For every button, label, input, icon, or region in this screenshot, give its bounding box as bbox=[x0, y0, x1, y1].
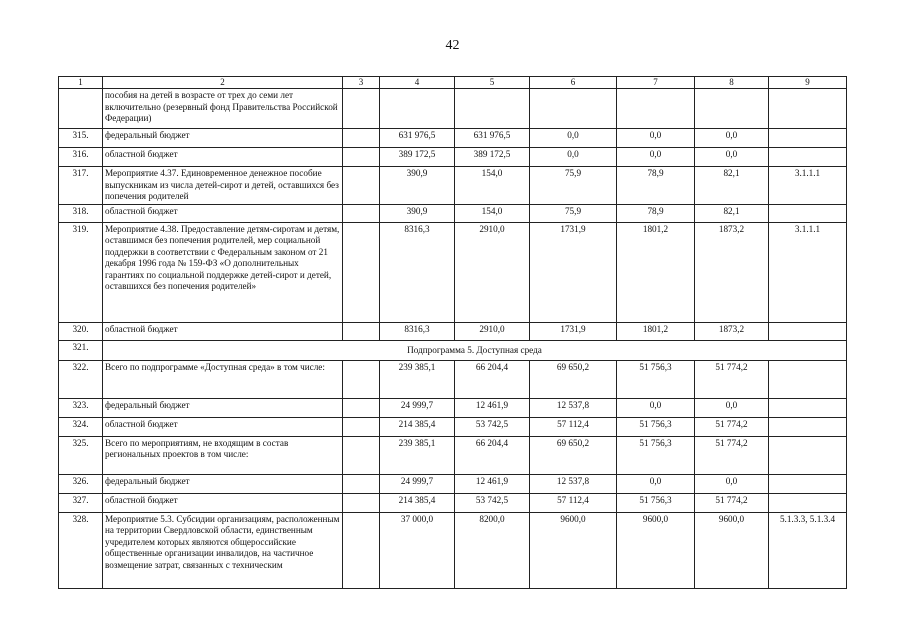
item-name: областной бюджет bbox=[103, 322, 343, 340]
column-header: 5 bbox=[455, 77, 530, 89]
col-9-target-ref bbox=[769, 398, 847, 417]
row-number: 323. bbox=[59, 398, 103, 417]
col-4-value: 8316,3 bbox=[380, 222, 455, 322]
row-number: 322. bbox=[59, 360, 103, 398]
column-header: 9 bbox=[769, 77, 847, 89]
col-9-target-ref bbox=[769, 322, 847, 340]
col-8-value: 82,1 bbox=[695, 204, 769, 222]
col-5-value: 66 204,4 bbox=[455, 360, 530, 398]
col-6-value: 1731,9 bbox=[530, 222, 617, 322]
col-6-value: 12 537,8 bbox=[530, 398, 617, 417]
table-row bbox=[59, 222, 847, 322]
item-name: Мероприятие 4.37. Единовременное денежное пособие выпускникам из числа детей-сирот и детей, оставшихся без попечения родителей bbox=[103, 167, 343, 205]
col-9-target-ref bbox=[769, 129, 847, 148]
col-9-target-ref bbox=[769, 360, 847, 398]
table-row bbox=[59, 148, 847, 167]
col-8-value: 51 774,2 bbox=[695, 436, 769, 474]
table-row bbox=[59, 129, 847, 148]
col-7-value bbox=[617, 89, 695, 129]
table-row bbox=[59, 322, 847, 340]
col-7-value: 51 756,3 bbox=[617, 360, 695, 398]
col-4-value: 390,9 bbox=[380, 204, 455, 222]
row-number: 320. bbox=[59, 322, 103, 340]
col-4-value: 239 385,1 bbox=[380, 436, 455, 474]
row-number: 327. bbox=[59, 493, 103, 512]
col-9-target-ref bbox=[769, 148, 847, 167]
subprogram-row bbox=[59, 340, 847, 360]
table-row bbox=[59, 398, 847, 417]
item-name: федеральный бюджет bbox=[103, 129, 343, 148]
col-9-target-ref bbox=[769, 493, 847, 512]
col-7-value: 0,0 bbox=[617, 129, 695, 148]
col-5-value: 631 976,5 bbox=[455, 129, 530, 148]
item-name: областной бюджет bbox=[103, 204, 343, 222]
col-9-target-ref bbox=[769, 436, 847, 474]
col-5-value: 53 742,5 bbox=[455, 417, 530, 436]
col-3-value bbox=[343, 398, 380, 417]
col-8-value: 9600,0 bbox=[695, 512, 769, 588]
col-4-value: 37 000,0 bbox=[380, 512, 455, 588]
col-6-value: 57 112,4 bbox=[530, 493, 617, 512]
col-5-value: 53 742,5 bbox=[455, 493, 530, 512]
row-number: 315. bbox=[59, 129, 103, 148]
col-5-value: 12 461,9 bbox=[455, 474, 530, 493]
col-7-value: 78,9 bbox=[617, 167, 695, 205]
row-number: 328. bbox=[59, 512, 103, 588]
col-8-value: 0,0 bbox=[695, 398, 769, 417]
col-6-value: 1731,9 bbox=[530, 322, 617, 340]
item-name: Мероприятие 5.3. Субсидии организациям, расположенным на территории Свердловской области, единственным учредителем которых являются общероссийские общественные организации инвалидов, на частичное возмещение затрат, связанных с техническим bbox=[103, 512, 343, 588]
col-7-value: 51 756,3 bbox=[617, 436, 695, 474]
table-row bbox=[59, 474, 847, 493]
col-8-value: 82,1 bbox=[695, 167, 769, 205]
col-4-value: 214 385,4 bbox=[380, 493, 455, 512]
col-5-value: 12 461,9 bbox=[455, 398, 530, 417]
col-4-value bbox=[380, 89, 455, 129]
col-7-value: 1801,2 bbox=[617, 222, 695, 322]
col-8-value bbox=[695, 89, 769, 129]
col-3-value bbox=[343, 417, 380, 436]
col-3-value bbox=[343, 322, 380, 340]
col-5-value: 2910,0 bbox=[455, 222, 530, 322]
col-5-value: 154,0 bbox=[455, 204, 530, 222]
col-3-value bbox=[343, 512, 380, 588]
row-number bbox=[59, 89, 103, 129]
col-4-value: 8316,3 bbox=[380, 322, 455, 340]
column-header: 6 bbox=[530, 77, 617, 89]
col-8-value: 1873,2 bbox=[695, 222, 769, 322]
col-8-value: 0,0 bbox=[695, 474, 769, 493]
col-4-value: 214 385,4 bbox=[380, 417, 455, 436]
table-row bbox=[59, 436, 847, 474]
table-row bbox=[59, 204, 847, 222]
col-4-value: 631 976,5 bbox=[380, 129, 455, 148]
col-9-target-ref bbox=[769, 474, 847, 493]
table-row bbox=[59, 360, 847, 398]
row-number: 321. bbox=[59, 340, 103, 360]
col-6-value: 75,9 bbox=[530, 167, 617, 205]
col-7-value: 0,0 bbox=[617, 474, 695, 493]
col-3-value bbox=[343, 493, 380, 512]
item-name: областной бюджет bbox=[103, 417, 343, 436]
col-3-value bbox=[343, 204, 380, 222]
col-6-value: 12 537,8 bbox=[530, 474, 617, 493]
col-9-target-ref: 5.1.3.3, 5.1.3.4 bbox=[769, 512, 847, 588]
col-3-value bbox=[343, 129, 380, 148]
row-number: 316. bbox=[59, 148, 103, 167]
col-3-value bbox=[343, 474, 380, 493]
table-row bbox=[59, 167, 847, 205]
col-6-value: 75,9 bbox=[530, 204, 617, 222]
col-5-value: 8200,0 bbox=[455, 512, 530, 588]
item-name: федеральный бюджет bbox=[103, 474, 343, 493]
col-7-value: 51 756,3 bbox=[617, 417, 695, 436]
budget-table bbox=[58, 76, 847, 589]
col-6-value: 69 650,2 bbox=[530, 360, 617, 398]
col-6-value: 0,0 bbox=[530, 129, 617, 148]
col-4-value: 389 172,5 bbox=[380, 148, 455, 167]
col-5-value bbox=[455, 89, 530, 129]
col-5-value: 66 204,4 bbox=[455, 436, 530, 474]
col-4-value: 390,9 bbox=[380, 167, 455, 205]
table-row bbox=[59, 512, 847, 588]
col-8-value: 51 774,2 bbox=[695, 360, 769, 398]
col-6-value: 69 650,2 bbox=[530, 436, 617, 474]
column-header: 2 bbox=[103, 77, 343, 89]
item-name: Всего по подпрограмме «Доступная среда» в том числе: bbox=[103, 360, 343, 398]
column-header: 7 bbox=[617, 77, 695, 89]
col-5-value: 389 172,5 bbox=[455, 148, 530, 167]
col-7-value: 9600,0 bbox=[617, 512, 695, 588]
row-number: 317. bbox=[59, 167, 103, 205]
col-9-target-ref bbox=[769, 204, 847, 222]
row-number: 325. bbox=[59, 436, 103, 474]
table-row bbox=[59, 417, 847, 436]
row-number: 326. bbox=[59, 474, 103, 493]
col-7-value: 78,9 bbox=[617, 204, 695, 222]
row-number: 324. bbox=[59, 417, 103, 436]
item-name: пособия на детей в возрасте от трех до семи лет включительно (резервный фонд Правительства Российской Федерации) bbox=[103, 89, 343, 129]
col-9-target-ref bbox=[769, 89, 847, 129]
column-header: 3 bbox=[343, 77, 380, 89]
item-name: областной бюджет bbox=[103, 148, 343, 167]
col-9-target-ref: 3.1.1.1 bbox=[769, 167, 847, 205]
column-header: 1 bbox=[59, 77, 103, 89]
column-header: 8 bbox=[695, 77, 769, 89]
col-3-value bbox=[343, 360, 380, 398]
col-5-value: 2910,0 bbox=[455, 322, 530, 340]
col-7-value: 51 756,3 bbox=[617, 493, 695, 512]
column-header: 4 bbox=[380, 77, 455, 89]
col-8-value: 1873,2 bbox=[695, 322, 769, 340]
col-4-value: 239 385,1 bbox=[380, 360, 455, 398]
col-3-value bbox=[343, 167, 380, 205]
column-number-header-row bbox=[59, 77, 847, 89]
col-3-value bbox=[343, 89, 380, 129]
col-6-value: 0,0 bbox=[530, 148, 617, 167]
table-row bbox=[59, 493, 847, 512]
row-number: 318. bbox=[59, 204, 103, 222]
item-name: Всего по мероприятиям, не входящим в состав региональных проектов в том числе: bbox=[103, 436, 343, 474]
col-4-value: 24 999,7 bbox=[380, 398, 455, 417]
item-name: областной бюджет bbox=[103, 493, 343, 512]
col-7-value: 0,0 bbox=[617, 398, 695, 417]
col-7-value: 1801,2 bbox=[617, 322, 695, 340]
item-name: Мероприятие 4.38. Предоставление детям-сиротам и детям, оставшимся без попечения родителей, мер социальной поддержки в соответствии с Федеральным законом от 21 декабря 1996 года № 159-ФЗ «О дополнительных гарантиях по социальной поддержке детей-сирот и детей, оставшихся без попечения родителей» bbox=[103, 222, 343, 322]
col-5-value: 154,0 bbox=[455, 167, 530, 205]
col-3-value bbox=[343, 436, 380, 474]
subprogram-title: Подпрограмма 5. Доступная среда bbox=[103, 340, 847, 360]
table-row bbox=[59, 89, 847, 129]
col-7-value: 0,0 bbox=[617, 148, 695, 167]
row-number: 319. bbox=[59, 222, 103, 322]
col-3-value bbox=[343, 148, 380, 167]
col-8-value: 51 774,2 bbox=[695, 493, 769, 512]
col-8-value: 0,0 bbox=[695, 129, 769, 148]
col-8-value: 0,0 bbox=[695, 148, 769, 167]
col-9-target-ref: 3.1.1.1 bbox=[769, 222, 847, 322]
col-6-value: 9600,0 bbox=[530, 512, 617, 588]
col-6-value: 57 112,4 bbox=[530, 417, 617, 436]
col-8-value: 51 774,2 bbox=[695, 417, 769, 436]
col-4-value: 24 999,7 bbox=[380, 474, 455, 493]
page-number: 42 bbox=[445, 38, 460, 53]
col-3-value bbox=[343, 222, 380, 322]
item-name: федеральный бюджет bbox=[103, 398, 343, 417]
col-9-target-ref bbox=[769, 417, 847, 436]
col-6-value bbox=[530, 89, 617, 129]
